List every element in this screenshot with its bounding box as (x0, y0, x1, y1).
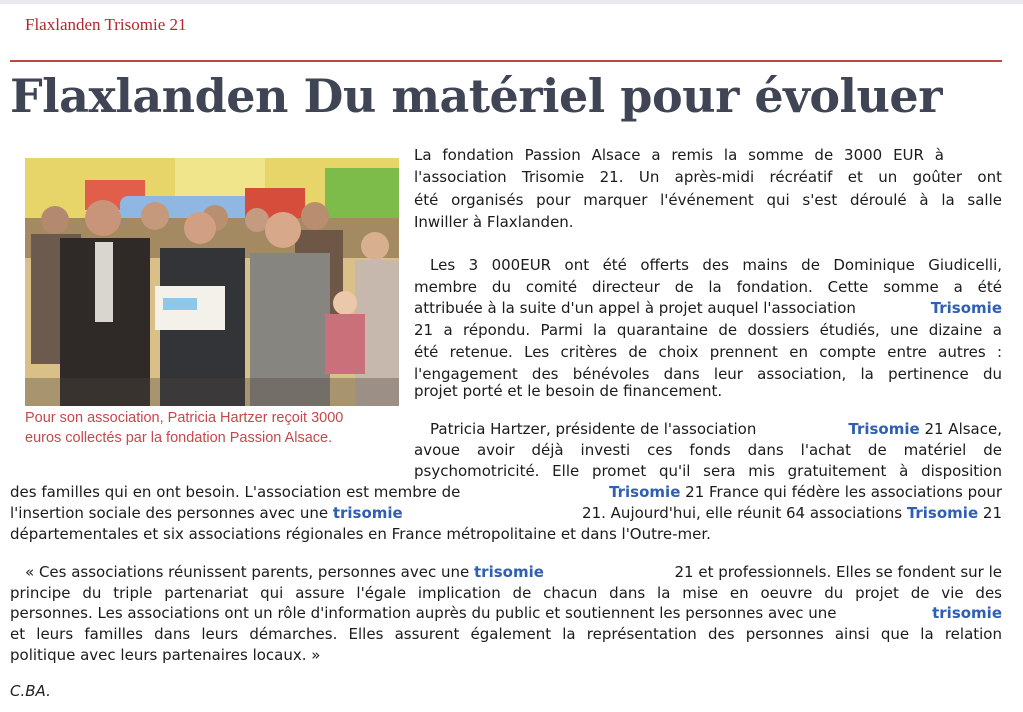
trisomie-highlight: Trisomie (906, 504, 979, 522)
p2-text: 21. Aujourd'hui, elle réunit 64 associations (582, 504, 903, 522)
lead-line: La fondation Passion Alsace a remis la somme de 3000 EUR à (414, 146, 944, 164)
article-title: Flaxlanden Du matériel pour évoluer (10, 69, 942, 123)
quote-line: politique avec leurs partenaires locaux. » (10, 646, 321, 664)
p2-line: psychomotricité. Elle promet qu'il sera mis gratuitement à disposition (414, 462, 1002, 480)
author-signature: C.BA. (10, 682, 51, 700)
trisomie-highlight: Trisomie (848, 420, 920, 438)
p2-line-mixed (10, 503, 1002, 524)
lead-line: été organisés pour marquer l'événement qui s'est déroulé à la salle (414, 191, 1002, 209)
quote-text: personnes. Les associations ont un rôle d'information auprès du public et soutiennent les personnes avec une (10, 604, 837, 622)
trisomie-highlight: Trisomie (609, 483, 681, 501)
p2-text: 21 (982, 504, 1002, 522)
quote-line-mixed (10, 603, 1002, 624)
trisomie-highlight: trisomie (332, 504, 403, 522)
p1-text: attribuée à la suite d'un appel à projet auquel l'association (414, 299, 856, 317)
quote-text: « Ces associations réunissent parents, personnes avec une (25, 563, 470, 581)
p2-text: Patricia Hartzer, présidente de l'association (430, 420, 757, 438)
quote-line: et leurs familles dans leurs démarches. Elles assurent également la représentation des personnes ainsi que la relation (10, 625, 1002, 643)
caption-line: euros collectés par la fondation Passion Alsace. (25, 430, 333, 446)
trisomie-highlight: Trisomie (930, 299, 1002, 317)
p2-text: 21 France qui fédère les associations pour (685, 483, 1002, 501)
p1-line: l'engagement des bénévoles dans leur association, la pertinence du (414, 365, 1002, 383)
p2-line: départementales et six associations régionales en France métropolitaine et dans l'Outre-mer. (10, 525, 711, 543)
section-kicker: Flaxlanden Trisomie 21 (25, 15, 187, 34)
p2-line-mixed (430, 419, 1002, 440)
p1-line: Les 3 000EUR ont été offerts des mains de Dominique Giudicelli, (430, 256, 1002, 274)
p1-line: projet porté et le besoin de financement. (414, 382, 723, 400)
photo-caption (25, 408, 405, 448)
p2-text: des familles qui en ont besoin. L'association est membre de (10, 483, 461, 501)
header-rule (10, 60, 1002, 62)
p2-line-mixed (10, 482, 1002, 503)
lead-line: l'association Trisomie 21. Un après-midi récréatif et un goûter ont (414, 168, 1002, 186)
p1-line: 21 a répondu. Parmi la quarantaine de dossiers étudiés, une dizaine a (414, 321, 1002, 339)
p2-text: 21 Alsace, (924, 420, 1002, 438)
p1-line-mixed (414, 298, 1002, 319)
p2-line: avoue avoir déjà investi ces fonds dans l'achat de matériel de (414, 441, 1002, 459)
caption-line: Pour son association, Patricia Hartzer reçoit 3000 (25, 410, 344, 426)
trisomie-highlight: trisomie (474, 563, 544, 581)
article-photo (25, 158, 399, 406)
trisomie-highlight: trisomie (932, 604, 1002, 622)
p1-line: membre du comité directeur de la fondation. Cette somme a été (414, 278, 1002, 296)
top-strip (0, 0, 1023, 4)
quote-text: 21 et professionnels. Elles se fondent sur le (674, 563, 1002, 581)
lead-line: Inwiller à Flaxlanden. (414, 213, 574, 231)
quote-line-mixed (25, 562, 1002, 583)
p1-line: été retenue. Les critères de choix prennent en compte entre autres : (414, 343, 1002, 361)
quote-line: principe du triple partenariat qui assure l'égale implication de chacun dans la mise en oeuvre du projet de vie des (10, 584, 1002, 602)
p2-text: l'insertion sociale des personnes avec une (10, 504, 329, 522)
